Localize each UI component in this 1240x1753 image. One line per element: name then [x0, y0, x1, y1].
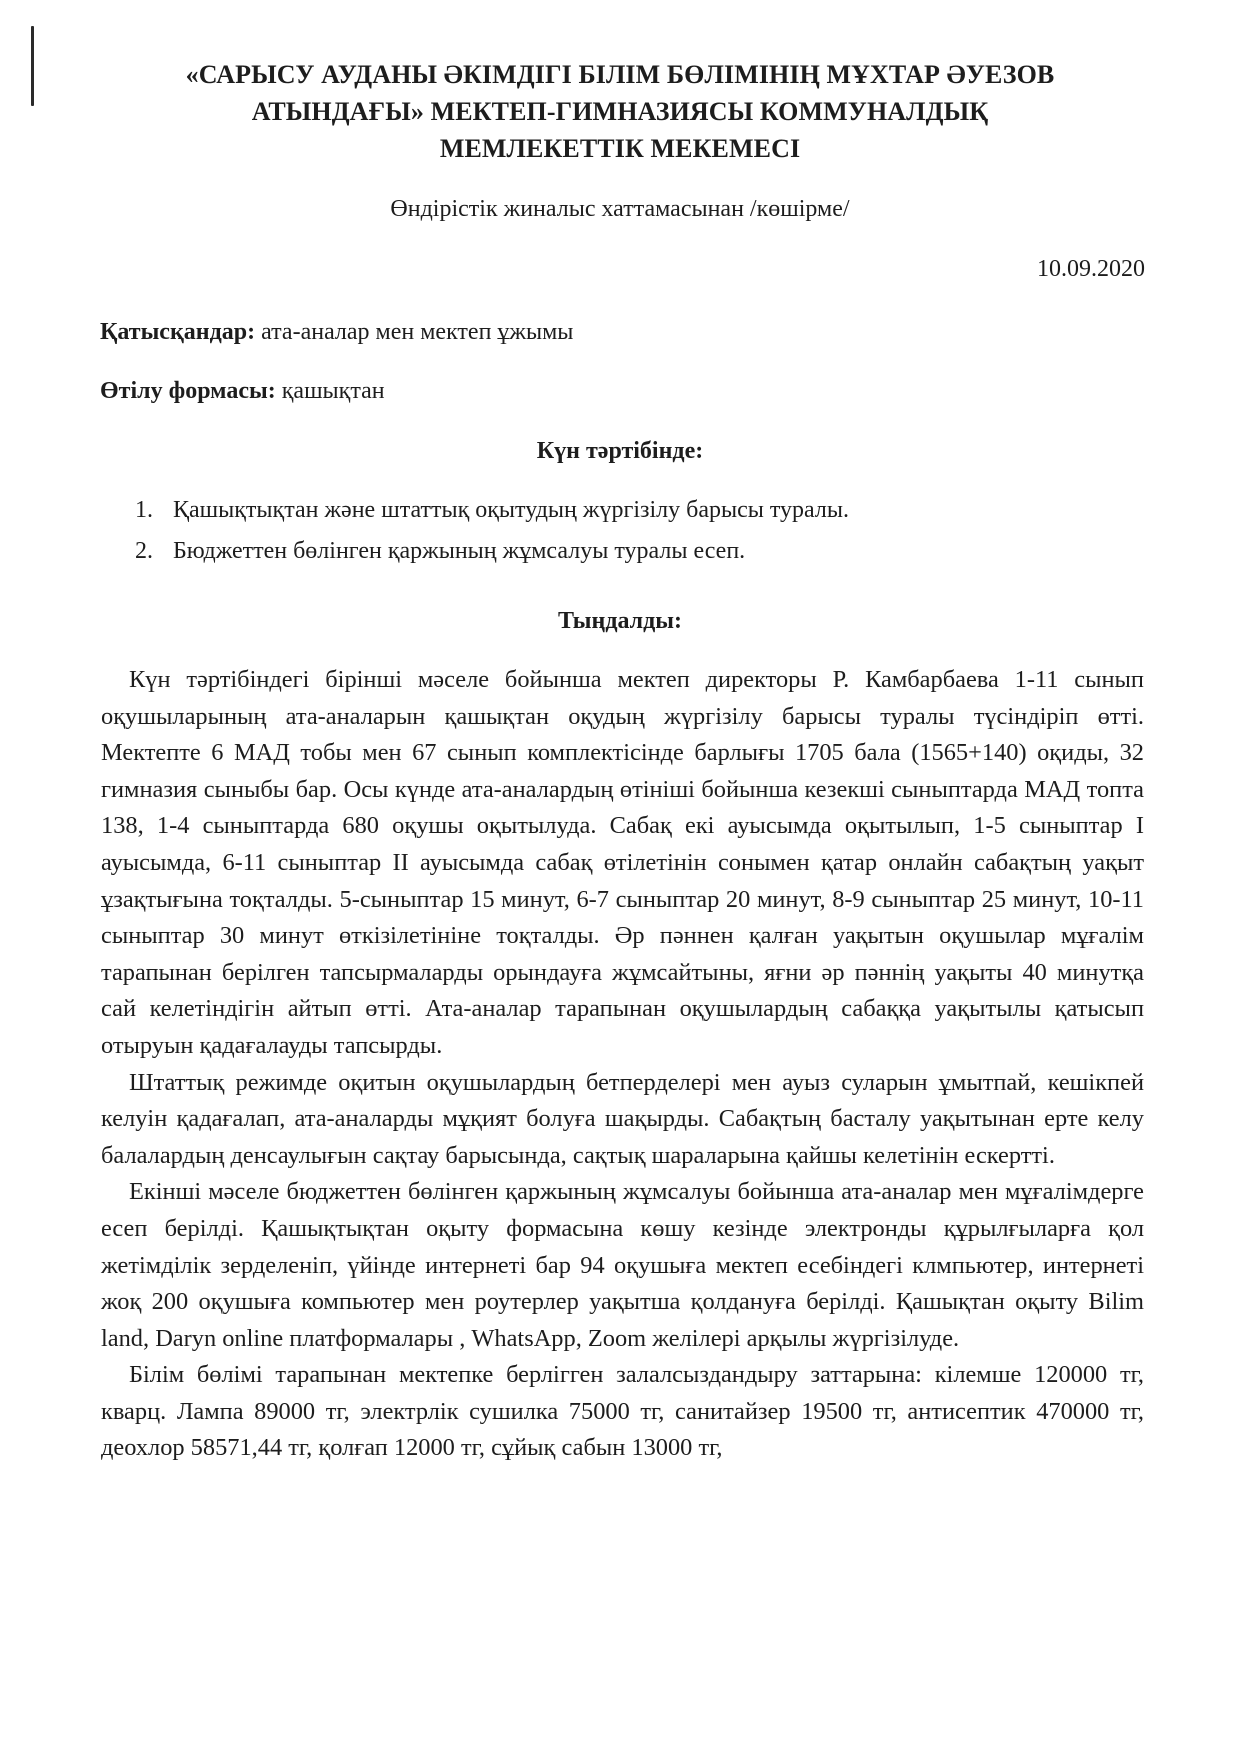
body-paragraph: Штаттық режимде оқитын оқушылардың бетперделері мен ауыз суларын ұмытпай, кешікпей келуін қадағалап, ата-аналарды мұқият болуға шақырды. Сабақтың басталу уақытынан ерте келу балалардың денсаулығын сақтау барысында, сақтық шараларына қайшы келетінін ескертті. [101, 1068, 1144, 1169]
margin-pen-mark [31, 26, 34, 106]
participants-line [100, 317, 573, 347]
format-line [100, 376, 385, 406]
minutes-body [101, 662, 1144, 1467]
agenda-list [135, 490, 1135, 572]
participants-label: Қатысқандар: [100, 319, 256, 345]
body-paragraph: Екінші мәселе бюджеттен бөлінген қаржының жұмсалуы бойынша ата-аналар мен мұғалімдерге есеп берілді. Қашықтықтан оқыту формасына көшу кезінде электронды құрылғыларға қол жетімділік зерделеніп, үйінде интернеті бар 94 оқушыға мектеп есебіндегі клмпьютер, интернеті жоқ 200 оқушыға компьютер мен роутерлер уақытша қолдануға берілді. Қашықтан оқыту Bilim land, Daryn online платформалары , WhatsApp, Zoom желілері арқылы жүргізілуде. [101, 1178, 1144, 1352]
document-date: 10.09.2020 [1037, 256, 1145, 282]
participants-value: ата-аналар мен мектеп ұжымы [255, 319, 574, 345]
agenda-item-text: Қашықтықтан және штаттық оқытудың жүргізілу барысы туралы. [173, 497, 850, 523]
document-subtitle: Өндірістік жиналыс хаттамасынан /көшірме/ [390, 196, 850, 222]
agenda-item-text: Бюджеттен бөлінген қаржының жұмсалуы туралы есеп. [173, 538, 746, 564]
agenda-item [135, 531, 1135, 572]
body-paragraph: Білім бөлімі тарапынан мектепке берлігген залалсыздандыру заттарына: кілемше 120000 тг, кварц. Лампа 89000 тг, электрлік сушилка 75000 тг, санитайзер 19500 тг, антисептик 470000 тг, деохлор 58571,44 тг, қолғап 12000 тг, сұйық сабын 13000 тг, [101, 1361, 1144, 1462]
agenda-item-number: 2. [135, 538, 153, 564]
document-header [100, 56, 1140, 167]
agenda-item-number: 1. [135, 497, 153, 523]
header-line-3: МЕМЛЕКЕТТІК МЕКЕМЕСІ [439, 134, 801, 163]
agenda-title: Күн тәртібінде: [536, 438, 704, 464]
format-value: қашықтан [275, 378, 385, 404]
header-line-2: АТЫНДАҒЫ» МЕКТЕП-ГИМНАЗИЯСЫ КОММУНАЛДЫҚ [251, 97, 989, 126]
header-line-1: «САРЫСУ АУДАНЫ ӘКІМДІГІ БІЛІМ БӨЛІМІНІҢ МҰХТАР ӘУЕЗОВ [185, 60, 1055, 89]
format-label: Өтілу формасы: [100, 378, 276, 404]
heard-title: Тыңдалды: [557, 608, 683, 634]
body-paragraph: Күн тәртібіндегі бірінші мәселе бойынша мектеп директоры Р. Камбарбаева 1-11 сынып оқушыларының ата-аналарын қашықтан оқудың жүргізілу барысы туралы түсіндіріп өтті. Мектепте 6 МАД тобы мен 67 сынып комплектісінде барлығы 1705 бала (1565+140) оқиды, 32 гимназия сыныбы бар. Осы күнде ата-аналардың өтініші бойынша кезекші сыныптарда МАД топта 138, 1-4 сыныптарда 680 оқушы оқытылуда. Сабақ екі ауысымда оқытылып, 1-5 сыныптар І ауысымда, 6-11 сыныптар ІІ ауысымда сабақ өтілетінін сонымен қатар онлайн сабақтың уақыт ұзақтығына тоқталды. 5-сыныптар 15 минут, 6-7 сыныптар 20 минут, 8-9 сыныптар 25 минут, 10-11 сыныптар 30 минут өткізілетініне тоқталды. Әр пәннен қалған уақытын оқушылар мұғалім тарапынан берілген тапсырмаларды орындауға жұмсайтыны, яғни әр пәннің уақыты 40 минутқа сай келетіндігін айтып өтті. Ата-аналар тарапынан оқушылардың сабаққа уақытылы қатысып отыруын қадағалауды тапсырды. [101, 666, 1144, 1059]
agenda-item [135, 490, 1135, 531]
